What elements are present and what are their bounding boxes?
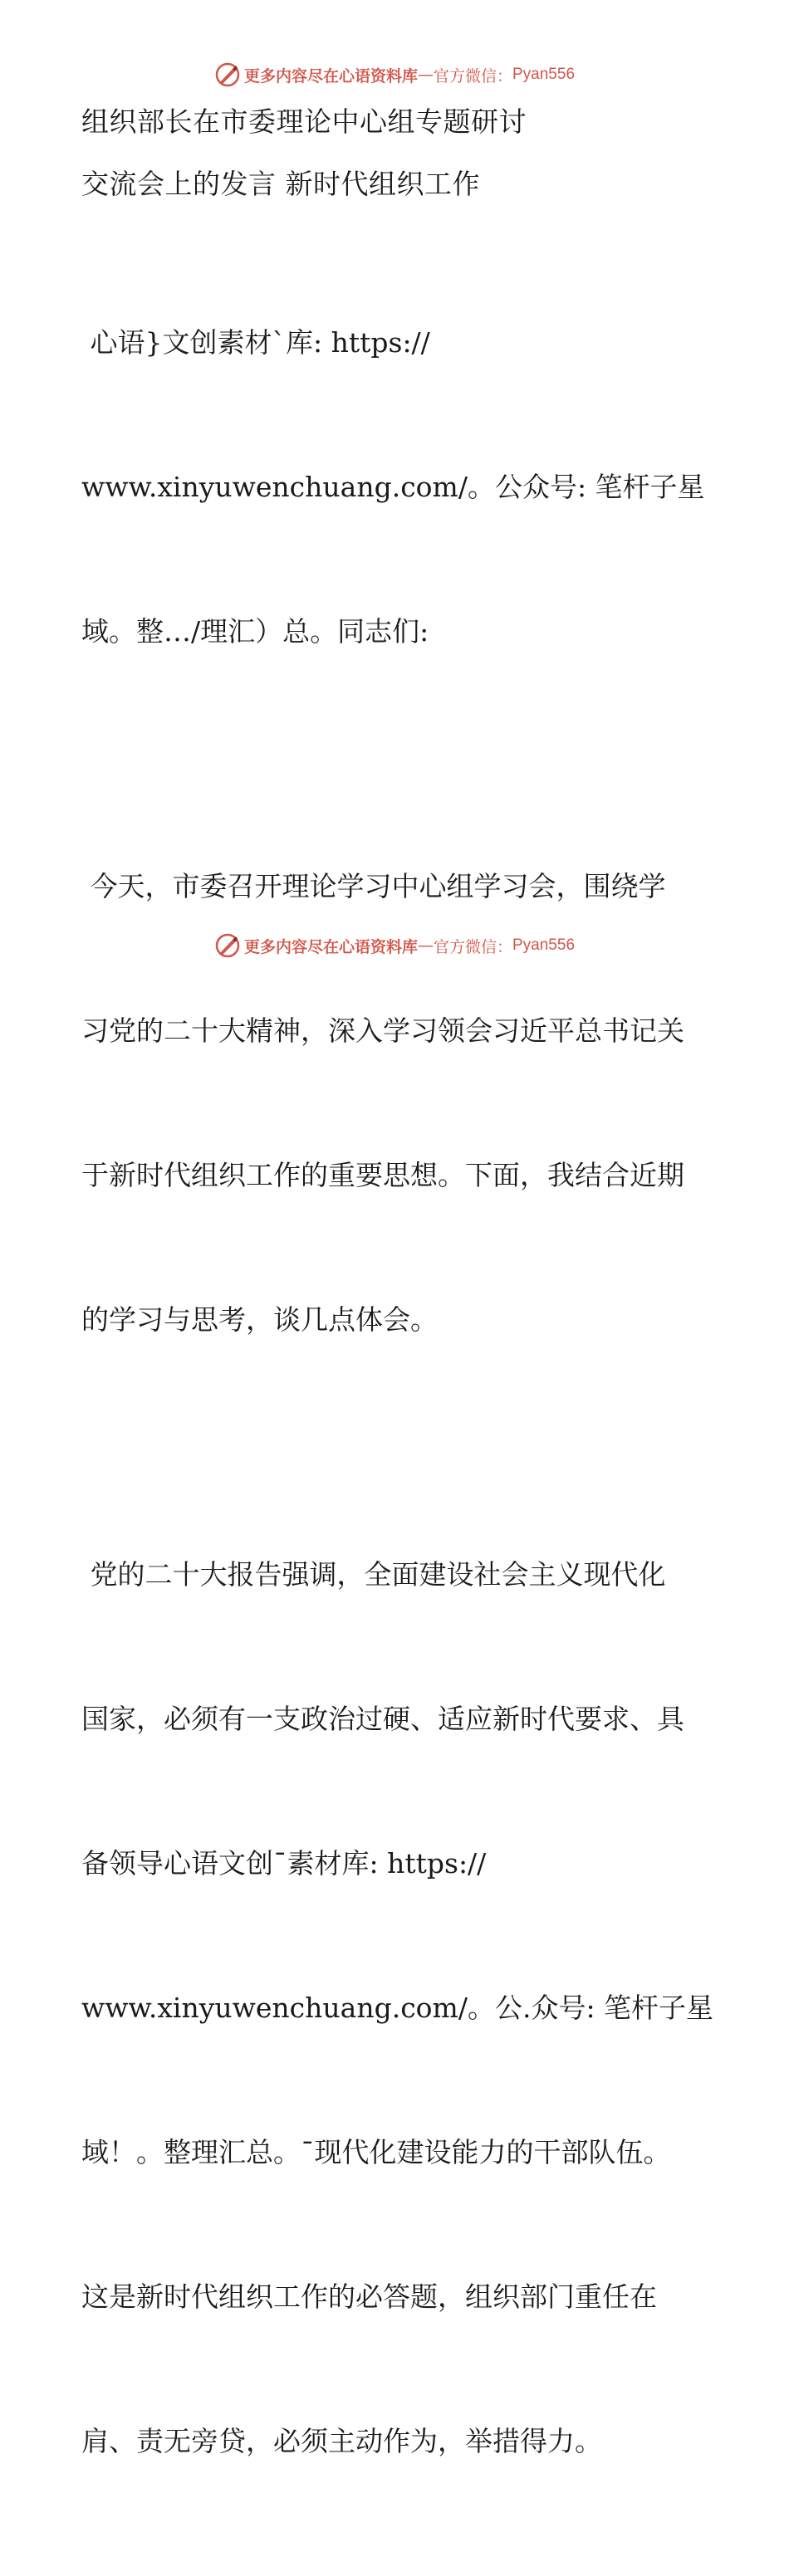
banner-brand: 更多内容尽在心语资料库 (243, 937, 418, 956)
banner-separator: — (417, 936, 434, 955)
text-line: 肩、责无旁贷，必须主动作为，举措得力。 (81, 2425, 602, 2457)
text-line: 国家，必须有一支政治过硬、适应新时代要求、具 (81, 1703, 684, 1735)
quill-pen-icon (214, 932, 241, 959)
text-line: 习党的二十大精神，深入学习领会习近平总书记关 (81, 1014, 684, 1047)
title-line: 交流会上的发言 新时代组织工作 (81, 168, 480, 200)
text-line: 今天，市委召开理论学习中心组学习会，围绕学 (81, 870, 666, 902)
text-line: 备领导心语文创¯素材库: https:// (81, 1847, 487, 1879)
text-line: 党的二十大报告强调，全面建设社会主义现代化 (81, 1558, 666, 1591)
paragraph-opening (81, 766, 729, 1440)
banner-brand: 更多内容尽在心语资料库 (243, 66, 418, 86)
text-line: www.xinyuwenchuang.com/。公.众号: 笔杆子星 (81, 1992, 714, 2024)
text-line: 域！。整理汇总。¯现代化建设能力的干部队伍。 (81, 2136, 671, 2168)
banner-wechat-label: 官方微信： (433, 66, 512, 86)
text-line: 这是新时代组织工作的必答题，组织部门重任在 (81, 2280, 657, 2313)
text-line: 心语}文创素材`库: https:// (81, 326, 430, 359)
text-line: 的学习与思考，谈几点体会。 (81, 1303, 438, 1336)
text-line: 域。整…/理汇）总。同志们: (81, 615, 429, 648)
document-title (81, 98, 729, 208)
banner-separator: — (417, 66, 434, 84)
banner-wechat-account: Pyan556 (512, 66, 576, 83)
paragraph-report (81, 1454, 729, 2562)
quill-pen-icon (214, 61, 241, 88)
document-body (81, 98, 729, 2576)
text-line: 于新时代组织工作的重要思想。下面，我结合近期 (81, 1159, 684, 1191)
paragraph-intro (81, 222, 729, 752)
text-line: www.xinyuwenchuang.com/。公众号: 笔杆子星 (81, 471, 705, 503)
banner-wechat-label: 官方微信： (433, 937, 512, 956)
banner-wechat-account: Pyan556 (512, 936, 576, 954)
footer-banner (0, 929, 789, 962)
title-line: 组织部长在市委理论中心组专题研讨 (81, 105, 527, 138)
header-banner (0, 58, 789, 91)
